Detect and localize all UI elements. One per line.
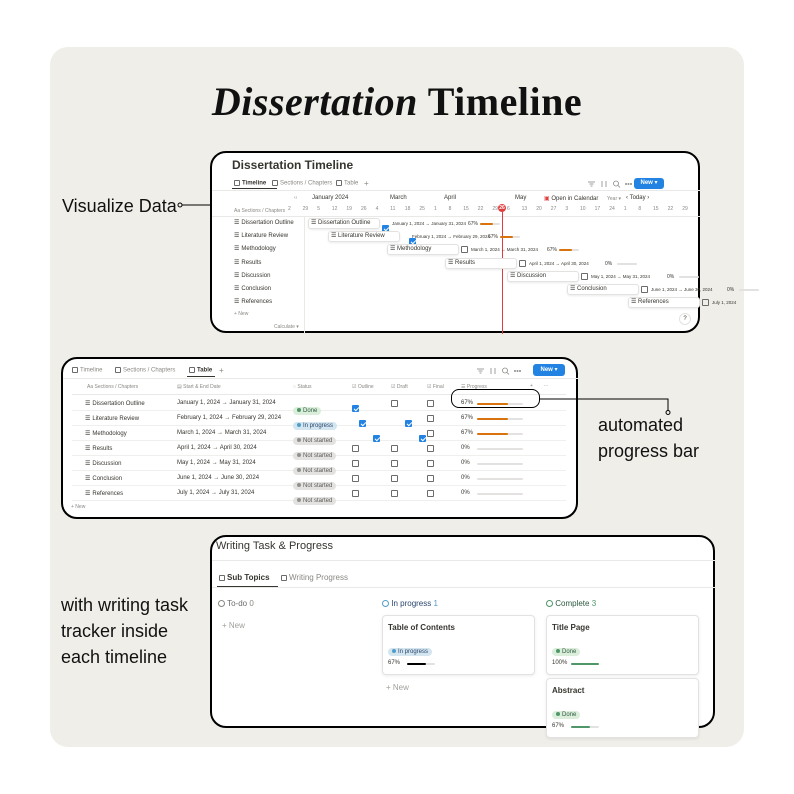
day-number: 22 xyxy=(477,206,484,212)
timeline-bar-name: Methodology xyxy=(397,246,432,253)
todo-new-button[interactable]: + New xyxy=(222,621,245,630)
timeline-bar-name: Dissertation Outline xyxy=(318,220,371,226)
card-progress-track xyxy=(571,663,599,665)
status-text: Not started xyxy=(303,468,333,474)
draft-checkbox[interactable] xyxy=(405,420,412,427)
day-number: 22 xyxy=(667,206,674,212)
tab-table[interactable]: Table xyxy=(189,367,212,374)
table-progress-track xyxy=(477,493,523,495)
table-row-label: Results xyxy=(92,446,113,452)
timeline-bar-dates: April 1, 2024 → April 30, 2024 xyxy=(529,260,589,266)
table-icon xyxy=(189,367,195,373)
timeline-progress-track xyxy=(739,289,759,291)
page-icon: ☰ xyxy=(85,461,91,467)
draft-checkbox[interactable] xyxy=(391,400,398,407)
card-progress-fill xyxy=(571,726,590,728)
day-number: 15 xyxy=(463,206,469,212)
table-row-name[interactable] xyxy=(85,460,121,467)
outline-checkbox[interactable] xyxy=(461,246,468,253)
progress-highlight xyxy=(451,389,540,408)
timeline-nav[interactable]: ‹ Today › xyxy=(626,195,650,201)
day-number: 11 xyxy=(390,206,396,212)
timeline-bar-dates: January 1, 2024 → January 31, 2024 xyxy=(392,221,467,226)
status-text: Not started xyxy=(303,498,333,504)
draft-checkbox[interactable] xyxy=(391,445,398,452)
column-todo: To-do 0 xyxy=(218,599,254,608)
table-row-name[interactable] xyxy=(85,490,123,497)
hero-title xyxy=(0,78,794,125)
table-row-label: Methodology xyxy=(92,431,127,437)
table-row-label: Literature Review xyxy=(92,416,140,422)
draft-checkbox[interactable] xyxy=(391,475,398,482)
tab-table[interactable]: Table xyxy=(336,180,358,187)
table-panel xyxy=(61,357,578,519)
timeline-bar-pct: 67% xyxy=(488,234,499,241)
status-dot xyxy=(297,483,301,487)
day-number: 13 xyxy=(521,206,528,212)
tab-underline xyxy=(187,376,215,377)
timeline-bar-dates: March 1, 2024 → March 31, 2024 xyxy=(471,247,539,253)
table-progress-fill xyxy=(477,418,508,420)
board-icon xyxy=(272,180,278,186)
table-row-dates: February 1, 2024 → February 29, 2024 xyxy=(177,415,282,421)
add-view-button[interactable]: + xyxy=(364,179,369,188)
hero-title-rest: Timeline xyxy=(427,79,583,124)
timeline-bar-dates: June 1, 2024 → June 30, 2024 xyxy=(651,287,713,292)
day-number: 1 xyxy=(434,206,437,212)
day-number: 29 xyxy=(302,206,309,212)
status-dot xyxy=(297,453,301,457)
day-number: 6 xyxy=(507,206,510,212)
tab-timeline[interactable]: Timeline xyxy=(72,367,102,374)
timeline-bar-name: Literature Review xyxy=(338,233,385,240)
day-number: 4 xyxy=(375,206,379,212)
timeline-row[interactable] xyxy=(234,285,271,292)
column-in-progress: In progress 1 xyxy=(382,599,438,608)
header-progress: ☰ Progress xyxy=(461,384,487,390)
timeline-bar[interactable] xyxy=(567,284,639,295)
timeline-bar-label: ☰ Results xyxy=(448,259,476,266)
table-row-pct: 0% xyxy=(461,490,470,496)
table-row-status[interactable] xyxy=(293,489,336,507)
timeline-progress-fill xyxy=(500,236,513,238)
table-progress-track xyxy=(477,478,523,480)
status-text: Not started xyxy=(303,438,333,444)
status-text: Not started xyxy=(303,453,333,459)
final-checkbox[interactable] xyxy=(427,400,434,407)
timeline-row-label: Results xyxy=(241,259,262,266)
add-view-button[interactable]: + xyxy=(219,366,224,375)
tab-sections[interactable]: Sections / Chapters xyxy=(272,180,332,187)
card-table-of-contents[interactable] xyxy=(382,615,535,675)
timeline-row-label: Conclusion xyxy=(241,286,272,292)
caption-progress-2: progress bar xyxy=(598,441,700,461)
final-checkbox[interactable] xyxy=(427,475,434,482)
status-text: Done xyxy=(303,408,318,414)
timeline-row[interactable] xyxy=(234,272,270,279)
table-row-name[interactable] xyxy=(85,445,112,452)
column-complete: Complete 3 xyxy=(546,599,596,608)
page-icon: ☰ xyxy=(234,299,240,306)
hero-title-italic: Dissertation xyxy=(211,79,418,124)
outline-checkbox[interactable] xyxy=(581,273,588,280)
table-row-pct: 0% xyxy=(461,460,470,466)
timeline-bar[interactable] xyxy=(507,271,579,282)
card-status: Done xyxy=(552,640,580,658)
page-icon: ☰ xyxy=(234,272,240,279)
timeline-bar-label: ☰ Discussion xyxy=(510,272,547,279)
timeline-row-label: Methodology xyxy=(241,246,276,253)
final-checkbox[interactable] xyxy=(427,415,434,422)
day-number: 8 xyxy=(638,206,642,212)
timeline-progress-track xyxy=(679,276,699,278)
day-number: 8 xyxy=(448,206,452,212)
board-panel xyxy=(210,535,715,728)
tab-writing-progress[interactable]: Writing Progress xyxy=(281,573,348,582)
table-progress-fill xyxy=(477,433,508,435)
table-progress-track xyxy=(477,418,523,420)
toolbar-icons xyxy=(476,366,522,376)
timeline-bar-pct: 0% xyxy=(727,287,735,293)
timeline-row-label: Literature Review xyxy=(241,233,289,240)
timeline-row[interactable] xyxy=(234,219,294,226)
year-select[interactable]: Year ▾ xyxy=(607,196,622,202)
month-april: April xyxy=(444,195,457,201)
timeline-bar-name: References xyxy=(638,299,669,306)
status-dot xyxy=(297,438,301,442)
tab-underline xyxy=(232,188,277,189)
table-icon xyxy=(336,180,342,186)
timeline-icon xyxy=(72,367,78,373)
header-outline: ☑ Outline xyxy=(352,384,374,390)
tab-divider xyxy=(63,378,580,379)
timeline-bar-label: ☰ Methodology xyxy=(390,246,432,253)
day-number: 17 xyxy=(594,206,601,212)
timeline-bar-pct: 67% xyxy=(547,247,558,254)
page-icon: ☰ xyxy=(234,246,240,253)
outline-checkbox[interactable] xyxy=(352,490,359,497)
card-status: In progress xyxy=(388,640,432,658)
table-row-dates: March 1, 2024 → March 31, 2024 xyxy=(177,430,267,436)
timeline-progress-track xyxy=(500,236,520,238)
play-icon xyxy=(382,600,389,607)
status-pill xyxy=(293,497,336,505)
day-number: 1 xyxy=(623,206,627,212)
board-icon xyxy=(115,367,121,373)
day-number: 3 xyxy=(565,206,569,212)
caption-tracker-1: with writing task xyxy=(61,595,189,615)
day-number: 19 xyxy=(346,206,352,212)
timeline-title: Dissertation Timeline xyxy=(232,158,354,172)
timeline-row-label: Discussion xyxy=(241,272,271,279)
timeline-bar[interactable] xyxy=(387,244,459,255)
day-number: 24 xyxy=(609,206,615,212)
day-number: 25 xyxy=(419,206,425,212)
final-checkbox[interactable] xyxy=(427,490,434,497)
outline-checkbox[interactable] xyxy=(519,260,526,267)
today-line xyxy=(502,212,503,334)
timeline-bar[interactable] xyxy=(308,218,380,229)
table-progress-track xyxy=(477,448,523,450)
table-row-dates: January 1, 2024 → January 31, 2024 xyxy=(177,400,276,406)
timeline-bar[interactable] xyxy=(628,297,700,308)
more-button[interactable]: ... xyxy=(544,382,549,388)
header-status: ◌ Status xyxy=(293,384,312,390)
timeline-progress-track xyxy=(617,263,637,265)
draft-checkbox[interactable] xyxy=(391,460,398,467)
table-row-dates: May 1, 2024 → May 31, 2024 xyxy=(177,460,256,466)
tab-divider xyxy=(212,587,717,588)
card-title: Title Page xyxy=(552,623,590,632)
status-dot xyxy=(297,423,301,427)
card-status: Done xyxy=(552,703,580,721)
outline-checkbox[interactable] xyxy=(373,435,380,442)
card-title: Table of Contents xyxy=(388,623,455,632)
page-icon: ☰ xyxy=(85,446,91,452)
column-divider xyxy=(304,217,305,335)
day-number: 12 xyxy=(331,206,338,212)
todo-icon xyxy=(218,600,225,607)
table-progress-track xyxy=(477,463,523,465)
draft-checkbox[interactable] xyxy=(419,435,426,442)
page-icon: ☰ xyxy=(85,491,91,497)
timeline-row[interactable] xyxy=(234,298,272,305)
timeline-progress-track xyxy=(559,249,579,251)
status-text: In progress xyxy=(303,423,334,429)
day-number: 29 xyxy=(682,206,688,212)
table-progress-track xyxy=(477,433,523,435)
table-row-pct: 67% xyxy=(461,400,474,406)
add-property-button[interactable]: + xyxy=(530,383,533,389)
timeline-progress-track xyxy=(480,223,500,225)
outline-checkbox[interactable] xyxy=(359,420,366,427)
card-title: Abstract xyxy=(552,686,585,695)
card-title-page[interactable] xyxy=(546,615,699,675)
table-new-button[interactable]: New ▾ xyxy=(533,364,565,376)
timeline-row[interactable] xyxy=(234,232,288,239)
table-row-pct: 0% xyxy=(461,475,470,481)
timeline-bar[interactable] xyxy=(445,258,517,269)
timeline-icon xyxy=(234,180,240,186)
toolbar-icons xyxy=(587,179,633,189)
timeline-bar-pct: 0% xyxy=(605,260,613,267)
month-march: March xyxy=(390,195,407,201)
board-title-divider xyxy=(212,560,717,561)
draft-checkbox[interactable] xyxy=(391,490,398,497)
open-in-calendar-button[interactable]: ▣ Open in Calendar xyxy=(544,196,599,202)
table-row-name[interactable] xyxy=(85,475,122,482)
card-progress-fill xyxy=(407,663,426,665)
header-final: ☑ Final xyxy=(427,384,444,390)
caption-visualize: Visualize Data xyxy=(62,196,177,216)
timeline-progress-fill xyxy=(480,223,493,225)
header-draft: ☑ Draft xyxy=(391,384,408,390)
calculate-button[interactable]: Calculate ▾ xyxy=(274,324,299,330)
timeline-bar-pct: 0% xyxy=(667,273,675,280)
day-number: 27 xyxy=(550,206,557,212)
table-row-label: Discussion xyxy=(92,461,122,467)
day-number: 29 xyxy=(492,206,498,212)
table-row-pct: 0% xyxy=(461,445,470,451)
tab-divider xyxy=(212,190,702,191)
final-checkbox[interactable] xyxy=(427,445,434,452)
card-pct: 67% xyxy=(552,723,565,729)
timeline-new-row[interactable]: + New xyxy=(234,311,249,317)
card-progress-fill xyxy=(571,663,599,665)
card-progress-track xyxy=(571,726,599,728)
timeline-bar-name: Discussion xyxy=(517,272,547,279)
month-may: May xyxy=(515,195,527,201)
status-dot xyxy=(297,408,301,412)
outline-checkbox[interactable] xyxy=(352,445,359,452)
status-dot xyxy=(297,468,301,472)
final-checkbox[interactable] xyxy=(427,430,434,437)
timeline-bar-label: ☰ Conclusion xyxy=(570,286,607,292)
timeline-row-label: Dissertation Outline xyxy=(241,220,294,226)
timeline-bar-pct: 67% xyxy=(468,221,479,227)
table-new-row[interactable]: + New xyxy=(71,504,86,510)
timeline-bar-label: ☰ Dissertation Outline xyxy=(311,220,371,226)
table-row-label: Dissertation Outline xyxy=(92,401,145,407)
caption-progress-1: automated xyxy=(598,415,684,435)
outline-checkbox[interactable] xyxy=(702,299,709,306)
timeline-new-button[interactable]: New ▾ xyxy=(634,178,664,189)
page-icon: ☰ xyxy=(234,259,240,266)
page-icon: ☰ xyxy=(234,233,240,240)
outline-checkbox[interactable] xyxy=(641,286,648,293)
caption-tracker-2: tracker inside xyxy=(61,621,169,641)
day-number: 5 xyxy=(317,206,320,212)
outline-checkbox[interactable] xyxy=(352,475,359,482)
page-icon: ☰ xyxy=(234,286,240,292)
header-sections: Aa Sections / Chapters xyxy=(87,384,139,390)
timeline-bar-label: ☰ References xyxy=(631,299,669,306)
day-number: 20 xyxy=(536,206,542,212)
table-row-dates: June 1, 2024 → June 30, 2024 xyxy=(177,475,260,481)
day-number: 10 xyxy=(580,206,586,212)
tab-timeline[interactable]: Timeline xyxy=(234,180,266,187)
timeline-bar-dates: February 1, 2024 → February 29, 2024 xyxy=(412,234,491,240)
timeline-bar-dates: July 1, 2024 xyxy=(712,300,737,306)
timeline-progress-fill xyxy=(559,249,572,251)
table-row-name[interactable] xyxy=(85,430,127,437)
table-icon xyxy=(281,575,287,581)
date-divider xyxy=(212,216,702,217)
collapse-icon[interactable]: ‹‹ xyxy=(294,195,298,201)
check-circle-icon xyxy=(546,600,553,607)
page-icon: ☰ xyxy=(85,431,91,437)
table-row-name[interactable] xyxy=(85,415,139,422)
board-title: Writing Task & Progress xyxy=(216,540,333,552)
timeline-bar-name: Conclusion xyxy=(577,286,607,292)
page-icon: ☰ xyxy=(85,476,91,482)
today-marker: 26 xyxy=(499,205,505,211)
day-number: 15 xyxy=(653,206,659,212)
caption-tracker-3: each timeline xyxy=(61,647,168,667)
status-dot xyxy=(297,498,301,502)
page-icon: ☰ xyxy=(85,401,91,407)
timeline-bar-name: Results xyxy=(455,259,476,266)
card-progress-track xyxy=(407,663,435,665)
timeline-bar-label: ☰ Literature Review xyxy=(331,233,385,240)
day-number: 18 xyxy=(404,206,411,212)
status-text: Not started xyxy=(303,483,333,489)
help-button[interactable]: ? xyxy=(679,313,691,325)
header-dates: ▤ Start & End Date xyxy=(177,384,221,390)
timeline-row[interactable] xyxy=(234,259,261,266)
outline-checkbox[interactable] xyxy=(352,405,359,412)
timeline-bar[interactable] xyxy=(328,231,400,242)
timeline-bar-dates: May 1, 2024 → May 31, 2024 xyxy=(591,273,651,279)
timeline-row[interactable] xyxy=(234,245,276,252)
timeline-row-label: References xyxy=(241,299,273,306)
table-row-pct: 67% xyxy=(461,430,474,436)
table-row-label: Conclusion xyxy=(92,476,123,482)
day-number: 2 xyxy=(288,206,291,212)
in-progress-new-button[interactable]: + New xyxy=(386,683,409,692)
final-checkbox[interactable] xyxy=(427,460,434,467)
table-row-pct: 67% xyxy=(461,415,474,421)
month-january: January 2024 xyxy=(312,195,349,201)
table-row-name[interactable] xyxy=(85,400,145,407)
table-row-dates: July 1, 2024 → July 31, 2024 xyxy=(177,490,255,496)
table-icon xyxy=(219,575,225,581)
timeline-panel xyxy=(210,151,737,333)
outline-checkbox[interactable] xyxy=(352,460,359,467)
table-row-label: References xyxy=(92,491,124,497)
tab-sub-topics[interactable]: Sub Topics xyxy=(219,573,270,582)
page-icon: ☰ xyxy=(85,416,91,422)
card-pct: 67% xyxy=(388,660,401,666)
card-pct: 100% xyxy=(552,660,568,666)
day-number: 26 xyxy=(361,206,367,212)
table-row-dates: April 1, 2024 → April 30, 2024 xyxy=(177,445,257,451)
tab-sections[interactable]: Sections / Chapters xyxy=(115,367,175,374)
col-header-sections: Aa Sections / Chapters xyxy=(234,208,286,214)
page-icon: ☰ xyxy=(234,220,240,226)
card-abstract[interactable] xyxy=(546,678,699,738)
